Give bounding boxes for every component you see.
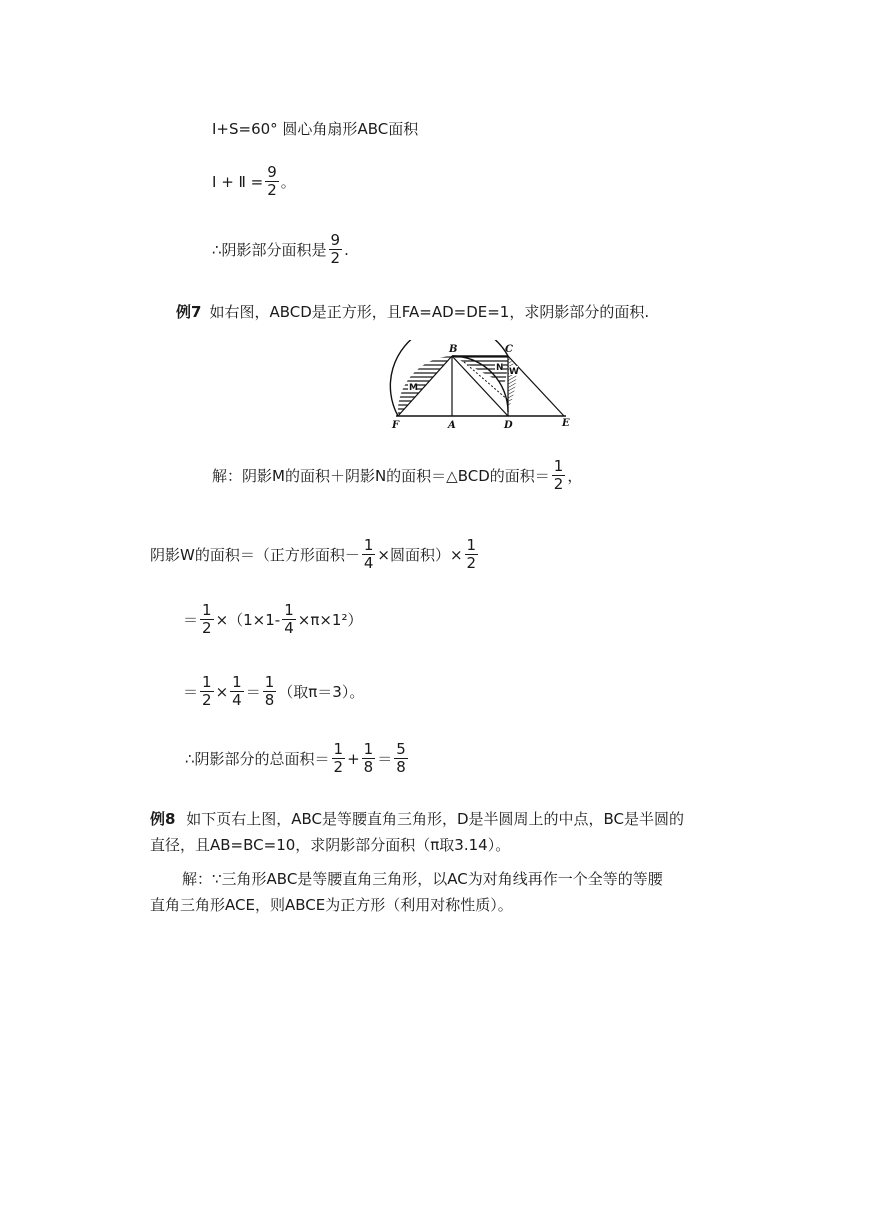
fraction-one-quarter bbox=[230, 674, 244, 709]
fraction-denominator: 8 bbox=[264, 691, 275, 709]
fraction-denominator: 2 bbox=[466, 554, 477, 572]
fraction-denominator: 8 bbox=[396, 758, 406, 776]
equals-sign: ＝ bbox=[183, 683, 199, 701]
region-label-w: W bbox=[509, 367, 519, 377]
text-line-sector bbox=[212, 118, 418, 139]
fraction-denominator: 4 bbox=[363, 554, 374, 572]
w-part2: ×圆面积）× bbox=[377, 546, 463, 564]
fraction-one-quarter bbox=[362, 537, 376, 572]
conclusion-suffix: . bbox=[344, 240, 349, 259]
calc1-part2: ×π×1²） bbox=[297, 611, 363, 629]
point-label-e: E bbox=[562, 418, 570, 429]
fraction-denominator: 2 bbox=[202, 691, 212, 709]
conclusion-prefix: ∴阴影部分面积是 bbox=[212, 241, 327, 259]
sector-text: Ⅰ+S=60° 圆心角扇形ABC面积 bbox=[212, 120, 419, 138]
calc2-suffix: （取π＝3）。 bbox=[278, 683, 365, 701]
point-label-d: D bbox=[504, 420, 513, 431]
fraction-five-eighths bbox=[394, 741, 408, 776]
calculation-line-1 bbox=[183, 602, 362, 637]
plus-sign: + bbox=[347, 749, 360, 768]
equals-sign-2: ＝ bbox=[245, 683, 261, 701]
region-label-n: N bbox=[496, 363, 504, 373]
fraction-numerator: 1 bbox=[333, 740, 344, 758]
fraction-numerator: 5 bbox=[396, 740, 406, 758]
calculation-line-2 bbox=[183, 674, 364, 709]
example8-label: 例8 bbox=[150, 810, 176, 828]
fraction-numerator: 1 bbox=[553, 457, 564, 475]
fraction-one-half bbox=[200, 602, 214, 637]
example7-label: 例7 bbox=[176, 303, 202, 321]
example8-statement bbox=[150, 806, 770, 858]
example8-text-2: 直径，且AB=BC=10，求阴影部分面积（π取3.14）。 bbox=[150, 836, 511, 854]
fraction-numerator: 1 bbox=[264, 673, 275, 691]
calc1-part1: ×（1×1- bbox=[215, 611, 281, 629]
total-prefix: ∴阴影部分的总面积＝ bbox=[185, 750, 330, 768]
region-label-m: M bbox=[409, 383, 418, 393]
example8-line-1 bbox=[150, 806, 770, 832]
conclusion-line-area bbox=[212, 232, 349, 267]
fraction-denominator: 4 bbox=[284, 619, 294, 637]
equals-sign: ＝ bbox=[377, 750, 393, 768]
point-label-f: F bbox=[392, 420, 400, 431]
fraction-numerator: 9 bbox=[267, 163, 277, 181]
example7-text: 如右图，ABCD是正方形，且FA=AD=DE=1，求阴影部分的面积. bbox=[209, 303, 650, 321]
fraction-numerator: 1 bbox=[466, 536, 477, 554]
fraction-nine-halves bbox=[265, 164, 279, 199]
solution8-text-1: 解：∵三角形ABC是等腰直角三角形，以AC为对角线再作一个全等的等腰 bbox=[182, 870, 663, 888]
solution8-paragraph bbox=[150, 866, 770, 918]
fraction-denominator: 4 bbox=[232, 691, 242, 709]
fraction-one-half bbox=[552, 458, 566, 493]
geometry-figure bbox=[386, 340, 578, 432]
fraction-nine-halves-2 bbox=[329, 232, 343, 267]
w-area-line bbox=[150, 537, 480, 572]
solution8-text-2: 直角三角形ACE，则ABCE为正方形（利用对称性质）。 bbox=[150, 896, 513, 914]
sum-prefix: Ⅰ + Ⅱ = bbox=[212, 172, 264, 191]
equals-sign: ＝ bbox=[183, 611, 199, 629]
fraction-one-eighth bbox=[263, 674, 277, 709]
solution7-prefix: 解：阴影M的面积＋阴影N的面积＝△BCD的面积＝ bbox=[212, 467, 550, 485]
point-label-b: B bbox=[449, 344, 458, 355]
solution7-line bbox=[212, 458, 582, 493]
point-label-a: A bbox=[448, 420, 456, 431]
fraction-numerator: 1 bbox=[202, 601, 212, 619]
example7-statement bbox=[176, 301, 649, 322]
fraction-one-half bbox=[200, 674, 214, 709]
fraction-denominator: 2 bbox=[267, 181, 277, 199]
fraction-one-half bbox=[332, 741, 346, 776]
fraction-numerator: 1 bbox=[363, 536, 374, 554]
fraction-denominator: 2 bbox=[330, 249, 341, 267]
fraction-denominator: 2 bbox=[202, 619, 212, 637]
fraction-one-half bbox=[465, 537, 479, 572]
sum-suffix: 。 bbox=[280, 173, 296, 191]
fraction-numerator: 1 bbox=[232, 673, 242, 691]
line-ce bbox=[508, 356, 564, 416]
fraction-numerator: 1 bbox=[284, 601, 294, 619]
total-area-line bbox=[185, 741, 410, 776]
fraction-numerator: 1 bbox=[363, 740, 374, 758]
fraction-denominator: 8 bbox=[363, 758, 374, 776]
fraction-denominator: 2 bbox=[553, 475, 564, 493]
fraction-numerator: 1 bbox=[202, 673, 212, 691]
equation-line-sum bbox=[212, 164, 296, 199]
w-part1: 阴影W的面积＝（正方形面积－ bbox=[150, 546, 360, 564]
solution7-suffix: ， bbox=[567, 467, 583, 485]
example8-text-1: 如下页右上图，ABC是等腰直角三角形，D是半圆周上的中点，BC是半圆的 bbox=[186, 810, 685, 828]
fraction-denominator: 2 bbox=[333, 758, 344, 776]
point-label-c: C bbox=[505, 344, 513, 355]
fraction-numerator: 9 bbox=[330, 231, 341, 249]
fraction-one-eighth bbox=[362, 741, 376, 776]
fraction-one-quarter bbox=[282, 602, 296, 637]
times-sign: × bbox=[215, 682, 229, 701]
